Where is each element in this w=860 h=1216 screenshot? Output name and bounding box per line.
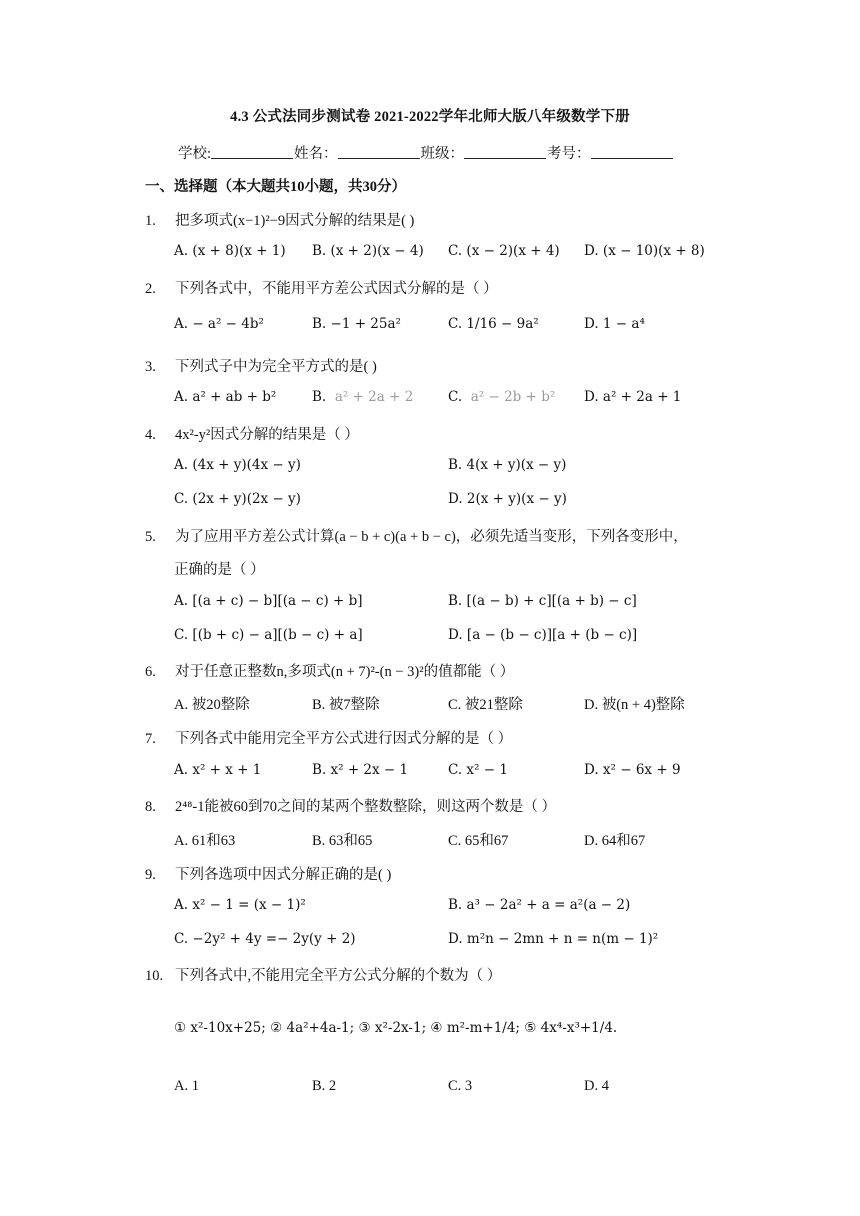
option-c[interactable]: C. x² − 1 [448,762,508,778]
question-4 [145,423,359,444]
option-d[interactable]: D. m²n − 2mn + n = n(m − 1)² [448,931,659,947]
option-b[interactable] [312,389,413,405]
class-label: 班级： [420,146,465,162]
question-6 [145,660,514,681]
question-number: 6. [145,664,156,680]
question-number: 5. [145,529,156,545]
option-c-label: C. [448,389,463,405]
option-a[interactable]: A. x² − 1 = (x − 1)² [174,897,306,913]
name-label: 姓名： [294,146,338,162]
option-d[interactable]: D. 4 [584,1078,609,1094]
name-blank[interactable] [338,145,420,159]
page-title: 4.3 公式法同步测试卷 2021-2022学年北师大版八年级数学下册 [230,109,630,125]
question-text: 下列式子中为完全平方式的是( ) [175,359,377,375]
option-a[interactable]: A. (4x + y)(4x − y) [174,457,301,473]
question-number: 8. [145,799,156,815]
option-d[interactable]: D. 1 − a⁴ [584,316,645,332]
option-c[interactable]: C. −2y² + 4y =− 2y(y + 2) [174,931,356,947]
option-b[interactable]: B. 被7整除 [312,697,380,713]
option-b[interactable]: B. (x + 2)(x − 4) [312,243,424,259]
option-c-faint-expression: a² − 2b + b² [470,389,556,405]
exam-number-label: 考号： [547,146,591,162]
option-a[interactable]: A. 1 [174,1078,199,1094]
question-7 [145,727,512,748]
question-number: 9. [145,867,156,883]
school-label: 学校: [178,146,212,162]
option-b[interactable]: B. x² + 2x − 1 [312,762,409,778]
option-d[interactable]: D. 被(n + 4)整除 [584,697,685,713]
option-a[interactable]: A. − a² − 4b² [174,316,264,332]
option-a[interactable]: A. [(a + c) − b][(a − c) + b] [174,593,363,609]
question-text: 下列各式中能用完全平方公式进行因式分解的是（ ） [175,731,513,747]
option-c[interactable]: C. 3 [448,1078,473,1094]
option-d[interactable]: D. 2(x + y)(x − y) [448,491,567,507]
question-number: 10. [145,968,164,984]
option-d[interactable]: D. a² + 2a + 1 [584,389,682,405]
question-number: 4. [145,427,156,443]
option-a[interactable]: A. x² + x + 1 [174,762,262,778]
question-5 [145,525,688,546]
option-b[interactable]: B. 2 [312,1078,337,1094]
option-b[interactable]: B. [(a − b) + c][(a + b) − c] [448,593,637,609]
option-a[interactable]: A. 被20整除 [174,697,250,713]
question-number: 3. [145,359,156,375]
question-text: 对于任意正整数n,多项式(n + 7)²-(n − 3)²的值都能（ ） [175,664,515,680]
school-blank[interactable] [211,145,293,159]
option-b[interactable]: B. a³ − 2a² + a = a²(a − 2) [448,897,631,913]
option-c[interactable]: C. 1/16 − 9a² [448,316,539,332]
option-a[interactable]: A. a² + ab + b² [174,389,277,405]
question-text: 下列各选项中因式分解正确的是( ) [175,867,392,883]
option-b[interactable]: B. −1 + 25a² [312,316,401,332]
question-1 [145,209,414,230]
exam-number-blank[interactable] [591,145,673,159]
option-c[interactable]: C. 被21整除 [448,697,523,713]
question-text: 2⁴⁸-1能被60到70之间的某两个整数整除，则这两个数是（ ） [175,799,557,815]
question-text: 把多项式(x−1)²−9因式分解的结果是( ) [175,213,415,229]
option-d[interactable]: D. x² − 6x + 9 [584,762,681,778]
student-info-line [178,142,674,163]
question-10-expressions: ① x²-10x+25; ② 4a²+4a-1; ③ x²-2x-1; ④ m²-m+1/4; ⑤ 4x⁴-x³+1/4. [174,1020,618,1036]
question-number: 1. [145,213,156,229]
option-a[interactable]: A. (x + 8)(x + 1) [174,243,286,259]
option-b[interactable]: B. 4(x + y)(x − y) [448,457,567,473]
option-c[interactable]: C. 65和67 [448,833,509,849]
option-d[interactable]: D. [a − (b − c)][a + (b − c)] [448,627,638,643]
option-c[interactable]: C. [(b + c) − a][(b − c) + a] [174,627,363,643]
question-5-continuation: 正确的是（ ） [174,562,265,578]
question-8 [145,795,556,816]
option-c[interactable] [448,389,555,405]
question-number: 2. [145,281,156,297]
question-9 [145,863,391,884]
question-text: 4x²-y²因式分解的结果是（ ） [175,427,359,443]
question-2 [145,277,498,298]
option-c[interactable]: C. (x − 2)(x + 4) [448,243,560,259]
option-b[interactable]: B. 63和65 [312,833,373,849]
question-text: 下列各式中，不能用平方差公式因式分解的是（ ） [175,281,498,297]
option-a[interactable]: A. 61和63 [174,833,236,849]
question-10 [145,964,501,985]
class-blank[interactable] [464,145,546,159]
option-d[interactable]: D. (x − 10)(x + 8) [584,243,705,259]
section-heading: 一、选择题（本大题共10小题，共30分） [145,179,406,195]
question-3 [145,355,377,376]
question-text: 为了应用平方差公式计算(a − b + c)(a + b − c)，必须先适当变形，下列各变形中， [175,529,688,545]
option-c[interactable]: C. (2x + y)(2x − y) [174,491,301,507]
question-number: 7. [145,731,156,747]
option-b-label: B. [312,389,327,405]
question-text: 下列各式中,不能用完全平方公式分解的个数为（ ） [175,968,502,984]
option-b-faint-expression: a² + 2a + 2 [334,389,414,405]
option-d[interactable]: D. 64和67 [584,833,646,849]
